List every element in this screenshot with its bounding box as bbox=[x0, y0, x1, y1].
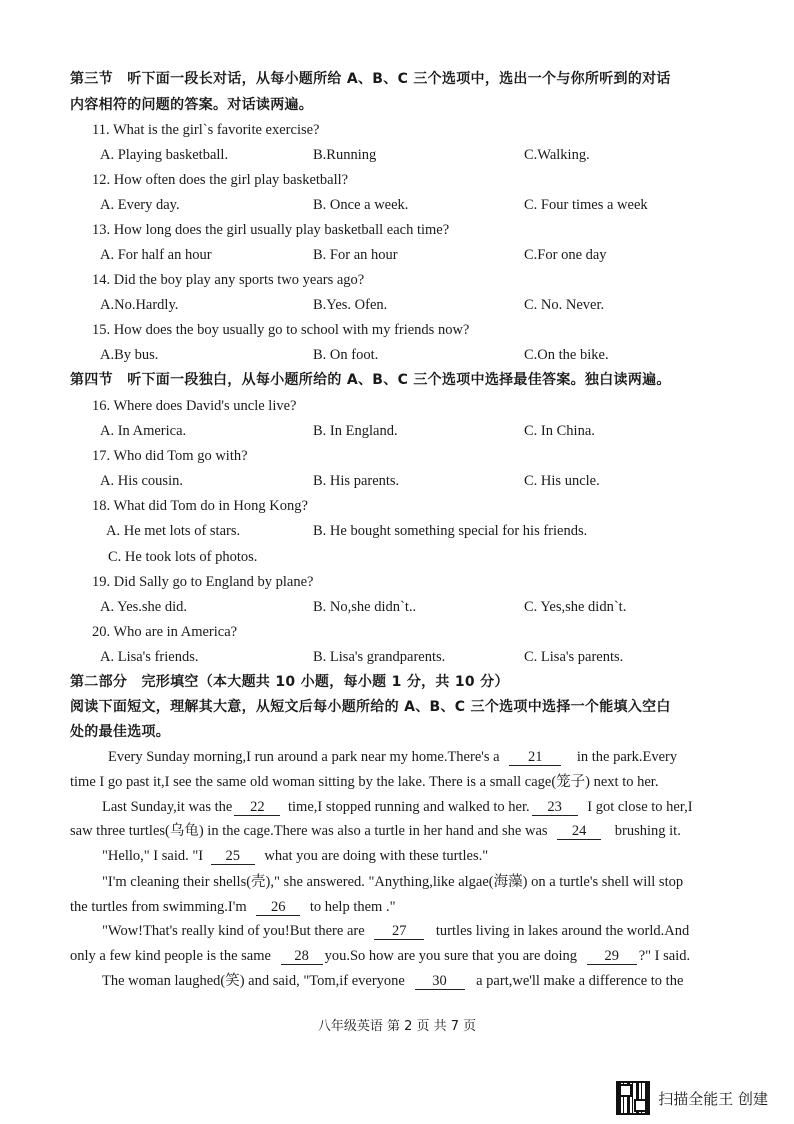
option-17-b: B. His parents. bbox=[313, 473, 400, 489]
option-18-c: C. He took lots of photos. bbox=[108, 549, 258, 565]
question-20: 20. Who are in America? bbox=[92, 624, 238, 640]
question-15: 15. How does the boy usually go to school with my friends now? bbox=[92, 322, 470, 338]
passage-line-1 bbox=[108, 748, 677, 766]
blank-29: 29 bbox=[587, 949, 637, 965]
option-15-b: B. On foot. bbox=[313, 347, 379, 363]
passage-text: what you are doing with these turtles." bbox=[264, 848, 489, 864]
passage-text: brushing it. bbox=[614, 823, 681, 839]
blank-24: 24 bbox=[557, 824, 601, 840]
option-14-c: C. No. Never. bbox=[524, 297, 605, 313]
blank-27: 27 bbox=[374, 924, 424, 940]
passage-line-8 bbox=[102, 922, 689, 940]
passage-text: Last Sunday,it was the bbox=[102, 799, 233, 815]
option-13-a: A. For half an hour bbox=[100, 247, 212, 263]
question-18: 18. What did Tom do in Hong Kong? bbox=[92, 498, 308, 514]
passage-text: ?" I said. bbox=[638, 948, 691, 964]
question-19: 19. Did Sally go to England by plane? bbox=[92, 574, 314, 590]
passage-line-3 bbox=[102, 798, 693, 816]
option-18-b: B. He bought something special for his friends. bbox=[313, 523, 588, 539]
option-17-a: A. His cousin. bbox=[100, 473, 183, 489]
passage-text: "Wow!That's really kind of you!But there are bbox=[102, 923, 365, 939]
passage-line-7 bbox=[70, 898, 396, 916]
option-20-b: B. Lisa's grandparents. bbox=[313, 649, 446, 665]
passage-text: Every Sunday morning,I run around a park near my home.There's a bbox=[108, 749, 500, 765]
option-19-c: C. Yes,she didn`t. bbox=[524, 599, 627, 615]
option-12-c: C. Four times a week bbox=[524, 197, 648, 213]
passage-line-9 bbox=[70, 947, 690, 965]
option-12-a: A. Every day. bbox=[100, 197, 180, 213]
option-16-c: C. In China. bbox=[524, 423, 595, 439]
blank-23: 23 bbox=[532, 800, 578, 816]
option-15-a: A.By bus. bbox=[100, 347, 159, 363]
option-16-b: B. In England. bbox=[313, 423, 398, 439]
option-14-b: B.Yes. Ofen. bbox=[313, 297, 388, 313]
question-14: 14. Did the boy play any sports two years ago? bbox=[92, 272, 365, 288]
qr-code-icon bbox=[616, 1081, 650, 1115]
passage-text: to help them ." bbox=[309, 899, 396, 915]
blank-26: 26 bbox=[256, 900, 300, 916]
question-11: 11. What is the girl`s favorite exercise? bbox=[92, 122, 320, 138]
blank-28: 28 bbox=[281, 949, 323, 965]
part2-heading: 第二部分 完形填空（本大题共 10 小题，每小题 1 分，共 10 分） bbox=[70, 674, 509, 690]
option-19-a: A. Yes.she did. bbox=[100, 599, 188, 615]
passage-line-6: "I'm cleaning their shells(壳)," she answered. "Anything,like algae(海藻) on a turtle's shell will stop bbox=[102, 874, 684, 890]
option-16-a: A. In America. bbox=[100, 423, 187, 439]
option-11-c: C.Walking. bbox=[524, 147, 590, 163]
page-footer: 八年级英语 第 2 页 共 7 页 bbox=[317, 1019, 477, 1034]
blank-21: 21 bbox=[509, 750, 561, 766]
option-13-c: C.For one day bbox=[524, 247, 607, 263]
option-20-c: C. Lisa's parents. bbox=[524, 649, 624, 665]
question-16: 16. Where does David's uncle live? bbox=[92, 398, 297, 414]
section3-heading: 第三节 听下面一段长对话，从每小题所给 A、B、C 三个选项中，选出一个与你所听到的对话 bbox=[70, 71, 671, 87]
passage-line-10 bbox=[102, 972, 683, 990]
passage-text: a part,we'll make a difference to the bbox=[476, 973, 684, 989]
option-15-c: C.On the bike. bbox=[524, 347, 609, 363]
passage-text: only a few kind people is the same bbox=[70, 948, 271, 964]
part2-instruction-1: 阅读下面短文，理解其大意，从短文后每小题所给的 A、B、C 三个选项中选择一个能填入空白 bbox=[70, 699, 671, 715]
blank-22: 22 bbox=[234, 800, 280, 816]
section3-instruction: 内容相符的问题的答案。对话读两遍。 bbox=[70, 97, 314, 113]
passage-text: in the park.Every bbox=[576, 749, 678, 765]
option-20-a: A. Lisa's friends. bbox=[100, 649, 199, 665]
passage-text: you.So how are you sure that you are doing bbox=[324, 948, 578, 964]
section4-heading: 第四节 听下面一段独白，从每小题所给的 A、B、C 三个选项中选择最佳答案。独白读两遍。 bbox=[70, 372, 671, 388]
blank-25: 25 bbox=[211, 849, 255, 865]
question-13: 13. How long does the girl usually play basketball each time? bbox=[92, 222, 450, 238]
passage-text: the turtles from swimming.I'm bbox=[70, 899, 247, 915]
passage-text: I got close to her,I bbox=[587, 799, 693, 815]
option-11-b: B.Running bbox=[313, 147, 377, 163]
scanner-watermark bbox=[616, 1081, 768, 1115]
option-17-c: C. His uncle. bbox=[524, 473, 600, 489]
passage-line-4 bbox=[70, 822, 681, 840]
option-12-b: B. Once a week. bbox=[313, 197, 409, 213]
question-17: 17. Who did Tom go with? bbox=[92, 448, 248, 464]
passage-text: saw three turtles(乌龟) in the cage.There was also a turtle in her hand and she was bbox=[70, 823, 548, 839]
option-14-a: A.No.Hardly. bbox=[100, 297, 179, 313]
part2-instruction-2: 处的最佳选项。 bbox=[70, 724, 171, 740]
question-12: 12. How often does the girl play basketball? bbox=[92, 172, 349, 188]
scanner-text: 扫描全能王 创建 bbox=[658, 1089, 768, 1108]
option-13-b: B. For an hour bbox=[313, 247, 398, 263]
blank-30: 30 bbox=[415, 974, 465, 990]
option-18-a: A. He met lots of stars. bbox=[106, 523, 241, 539]
passage-line-5 bbox=[102, 847, 488, 865]
passage-text: time,I stopped running and walked to her. bbox=[287, 799, 530, 815]
option-19-b: B. No,she didn`t.. bbox=[313, 599, 417, 615]
passage-text: The woman laughed(笑) and said, "Tom,if everyone bbox=[102, 973, 405, 989]
passage-text: "Hello," I said. "I bbox=[102, 848, 204, 864]
passage-text: turtles living in lakes around the world.And bbox=[435, 923, 690, 939]
passage-line-2: time I go past it,I see the same old woman sitting by the lake. There is a small cage(笼子) next to her. bbox=[70, 774, 659, 790]
option-11-a: A. Playing basketball. bbox=[100, 147, 229, 163]
